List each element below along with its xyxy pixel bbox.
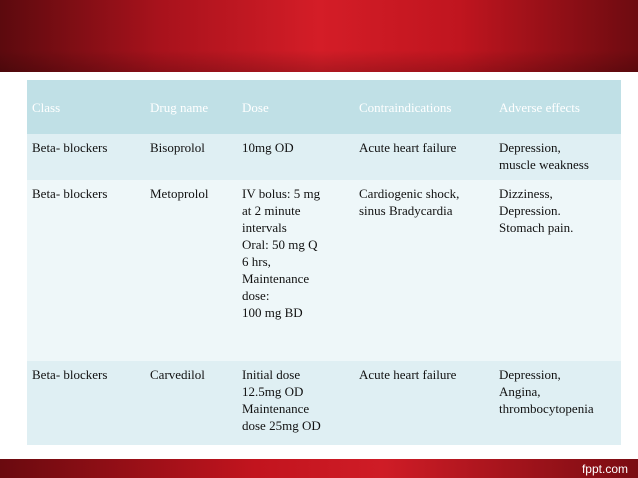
cell-contraindications bbox=[354, 180, 494, 361]
dose-line: Initial dose bbox=[242, 367, 301, 382]
adverse-line: Depression. bbox=[499, 203, 561, 218]
cell-drug-name: Carvedilol bbox=[145, 361, 237, 445]
dose-line: IV bolus: 5 mg bbox=[242, 186, 321, 201]
dose-line: 100 mg BD bbox=[242, 305, 303, 320]
cell-class: Beta- blockers bbox=[27, 361, 145, 445]
cell-drug-name: Metoprolol bbox=[145, 180, 237, 361]
adverse-line: thrombocytopenia bbox=[499, 401, 594, 416]
cell-contraindications bbox=[354, 361, 494, 445]
table-row bbox=[27, 361, 621, 445]
contra-line: Cardiogenic shock, bbox=[359, 186, 460, 201]
dose-line: dose: bbox=[242, 288, 270, 303]
header-drug-name: Drug name bbox=[145, 80, 237, 134]
cell-dose bbox=[237, 180, 354, 361]
cell-drug-name: Bisoprolol bbox=[145, 134, 237, 180]
bottom-decorative-band bbox=[0, 459, 638, 478]
adverse-line: Depression, bbox=[499, 140, 561, 155]
dose-line: Maintenance bbox=[242, 401, 310, 416]
adverse-line: Dizziness, bbox=[499, 186, 553, 201]
cell-class: Beta- blockers bbox=[27, 180, 145, 361]
cell-class: Beta- blockers bbox=[27, 134, 145, 180]
dose-line: Oral: 50 mg Q bbox=[242, 237, 318, 252]
contra-line: Acute heart failure bbox=[359, 140, 457, 155]
drug-table bbox=[27, 80, 621, 445]
table-header-row bbox=[27, 80, 621, 134]
table-row bbox=[27, 134, 621, 180]
dose-line: 10mg OD bbox=[242, 140, 294, 155]
cell-contraindications bbox=[354, 134, 494, 180]
dose-line: Maintenance bbox=[242, 271, 310, 286]
cell-dose bbox=[237, 361, 354, 445]
cell-adverse-effects bbox=[494, 361, 621, 445]
contra-line: sinus Bradycardia bbox=[359, 203, 453, 218]
dose-line: at 2 minute bbox=[242, 203, 301, 218]
cell-adverse-effects bbox=[494, 180, 621, 361]
adverse-line: Angina, bbox=[499, 384, 541, 399]
dose-line: 6 hrs, bbox=[242, 254, 271, 269]
header-dose: Dose bbox=[237, 80, 354, 134]
dose-line: intervals bbox=[242, 220, 287, 235]
header-contraindications: Contraindications bbox=[354, 80, 494, 134]
contra-line: Acute heart failure bbox=[359, 367, 457, 382]
cell-adverse-effects bbox=[494, 134, 621, 180]
cell-dose bbox=[237, 134, 354, 180]
adverse-line: muscle weakness bbox=[499, 157, 589, 172]
adverse-line: Stomach pain. bbox=[499, 220, 574, 235]
dose-line: 12.5mg OD bbox=[242, 384, 304, 399]
table-row bbox=[27, 180, 621, 361]
header-class: Class bbox=[27, 80, 145, 134]
header-adverse-effects: Adverse effects bbox=[494, 80, 621, 134]
adverse-line: Depression, bbox=[499, 367, 561, 382]
top-decorative-band bbox=[0, 0, 638, 72]
dose-line: dose 25mg OD bbox=[242, 418, 321, 433]
footer-brand-text: fppt.com bbox=[581, 462, 628, 476]
